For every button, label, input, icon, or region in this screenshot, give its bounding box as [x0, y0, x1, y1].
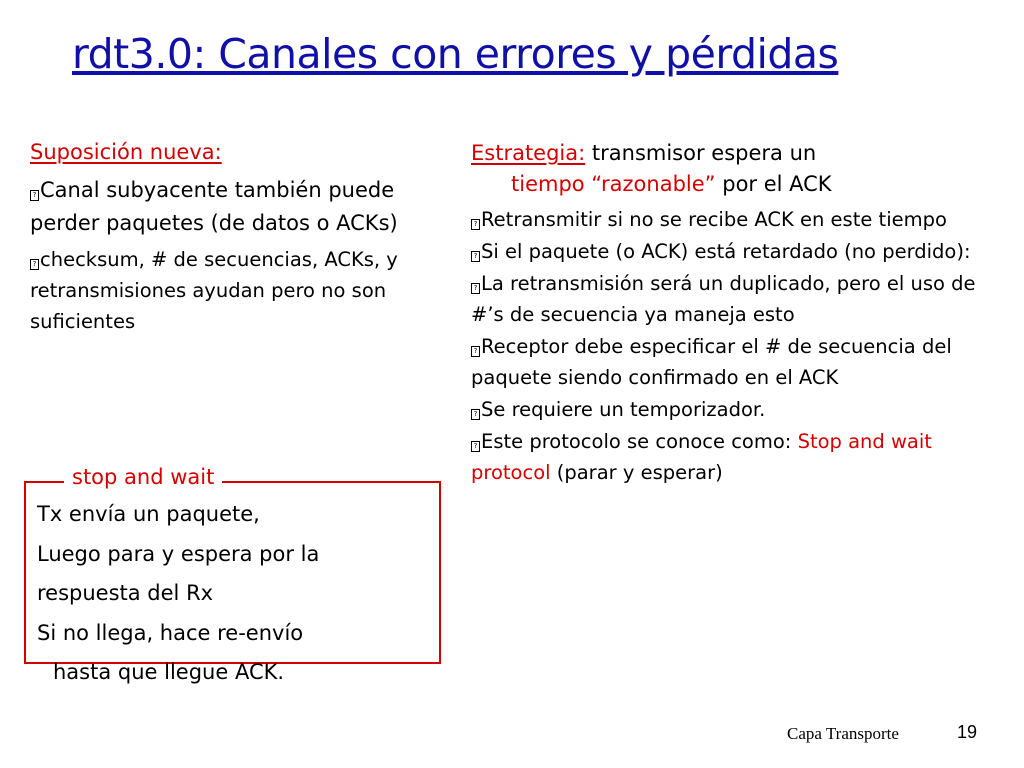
bullet-icon: ?: [30, 190, 39, 201]
right-item-text-6b: (parar y esperar): [556, 461, 723, 484]
right-item-text-5: Se requiere un temporizador.: [481, 398, 766, 421]
strategy-text-2: tiempo “razonable”: [511, 172, 716, 196]
box-text: [37, 496, 457, 694]
bullet-icon: ?: [471, 441, 480, 452]
slide-title: rdt3.0: Canales con errores y pérdidas: [72, 30, 839, 78]
bullet-icon: ?: [471, 346, 480, 357]
right-bullet-2: [471, 236, 991, 267]
right-bullet-3: [471, 268, 991, 330]
strategy-text-3: por el ACK: [722, 172, 832, 196]
right-item-text-6a: Este protocolo se conoce como:: [481, 430, 792, 453]
right-item-text-2: Si el paquete (o ACK) está retardado (no perdido):: [481, 240, 971, 263]
strategy-line-2: [471, 169, 991, 200]
strategy-label: Estrategia:: [471, 141, 586, 165]
left-item-text-2: checksum, # de secuencias, ACKs, y retransmisiones ayudan pero no son suficientes: [30, 248, 398, 333]
bullet-icon: ?: [471, 251, 480, 262]
box-label: stop and wait: [64, 462, 222, 492]
box-line-4: Si no llega, hace re-envío: [37, 620, 304, 645]
protocol-name: Stop and wait protocol: [471, 430, 932, 484]
box-line-3: respuesta del Rx: [37, 581, 214, 605]
right-item-text-4: Receptor debe especificar el # de secuencia del paquete siendo confirmado en el ACK: [471, 335, 952, 389]
left-heading: Suposición nueva:: [30, 140, 222, 164]
right-bullet-5: [471, 394, 991, 425]
box-line-2: Luego para y espera por la: [37, 541, 320, 566]
right-bullet-1: [471, 204, 991, 235]
right-item-text-3: La retransmisión será un duplicado, pero el uso de #’s de secuencia ya maneja esto: [471, 272, 976, 326]
box-line-5: hasta que llegue ACK.: [53, 660, 285, 684]
right-bullet-6: [471, 426, 991, 488]
bullet-icon: ?: [471, 283, 480, 294]
bullet-icon: ?: [471, 219, 480, 230]
bullet-icon: ?: [471, 409, 480, 420]
footer-label: Capa Transporte: [787, 724, 899, 743]
left-item-text-1: Canal subyacente también puede perder paquetes (de datos o ACKs): [30, 178, 398, 235]
strategy-text-1: transmisor espera un: [591, 141, 817, 165]
right-bullet-4: [471, 331, 991, 393]
right-item-text-1: Retransmitir si no se recibe ACK en este tiempo: [481, 208, 947, 231]
left-bullet-2: [30, 244, 442, 337]
strategy-heading: [471, 138, 991, 200]
left-bullet-1: [30, 174, 442, 240]
left-column: [30, 138, 442, 341]
page-number: 19: [957, 722, 978, 742]
right-column: [471, 138, 991, 489]
bullet-icon: ?: [30, 259, 39, 270]
box-line-1: Tx envía un paquete,: [37, 502, 260, 526]
